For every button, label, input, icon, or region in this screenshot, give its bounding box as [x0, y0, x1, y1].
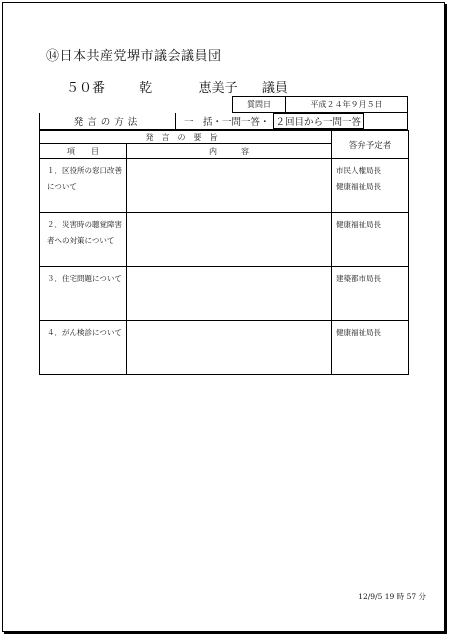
row-content: [127, 213, 332, 267]
summary-header: 発言の要旨: [40, 131, 332, 144]
item-header: 項 目: [40, 144, 127, 159]
member-title: 議員: [261, 81, 288, 96]
member-given-name: 恵美子: [198, 81, 238, 96]
question-date-label: 質問日: [233, 97, 286, 112]
row-responder: 健康福祉局長: [332, 321, 409, 375]
member-number: ５０番: [66, 81, 106, 96]
method-option-selected: ２回目から一問一答: [273, 113, 365, 129]
question-date-value: 平成２４年９月５日: [310, 100, 383, 109]
method-option-plain: 一 括・一問一答・: [184, 117, 270, 128]
row-responder: 健康福祉局長: [332, 213, 409, 267]
row-item: １．区役所の窓口改善について: [40, 159, 127, 213]
row-content: [127, 159, 332, 213]
table-row: [40, 267, 409, 321]
speech-method-options: [176, 113, 407, 129]
question-date-box: [232, 96, 408, 113]
table-row: [40, 159, 409, 213]
speech-method-label: 発言の方法: [40, 113, 176, 129]
member-surname: 乾: [139, 81, 153, 96]
speech-method-row: [39, 113, 408, 130]
party-name: ⑭日本共産党堺市議会議員団: [46, 49, 222, 64]
row-item: ３．住宅問題について: [40, 267, 127, 321]
row-responder: 建築都市局長: [332, 267, 409, 321]
row-item: ２．災害時の聴覚障害者への対策について: [40, 213, 127, 267]
speech-summary-table: [39, 130, 409, 375]
row-content: [127, 321, 332, 375]
table-row: [40, 321, 409, 375]
responder-header: 答弁予定者: [332, 131, 409, 159]
table-row: [40, 213, 409, 267]
member-line: [66, 77, 288, 96]
content-header: 内 容: [127, 144, 332, 159]
row-responder: 市民人権局長 健康福祉局長: [332, 159, 409, 213]
row-content: [127, 267, 332, 321]
row-item: ４．がん検診について: [40, 321, 127, 375]
timestamp: 12/9/5 19 時 57 分: [358, 592, 426, 601]
